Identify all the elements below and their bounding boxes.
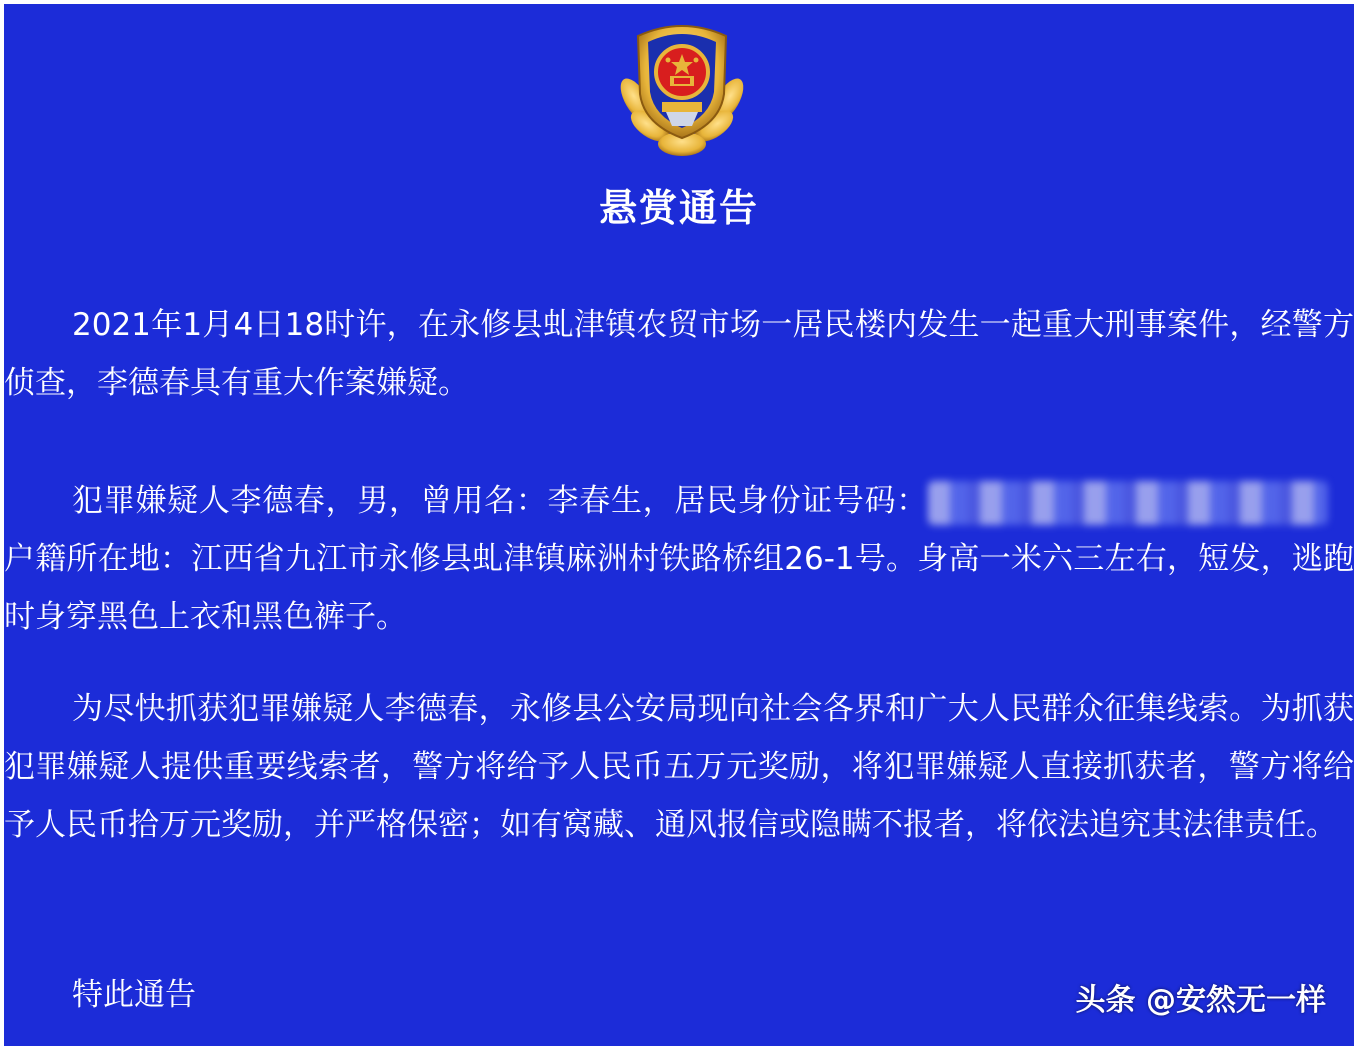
police-emblem-icon — [602, 8, 762, 168]
watermark-text: 头条 @安然无一样 — [1075, 983, 1326, 1018]
notice-panel — [4, 4, 1354, 1046]
incident-paragraph: 2021年1月4日18时许，在永修县虬津镇农贸市场一居民楼内发生一起重大刑事案件，经警方侦查，李德春具有重大作案嫌疑。 — [4, 307, 1354, 401]
suspect-address-text: 户籍所在地：江西省九江市永修县虬津镇麻洲村铁路桥组26-1号。身高一米六三左右，短发，逃跑时身穿黑色上衣和黑色裤子。 — [4, 541, 1354, 635]
suspect-paragraph — [4, 472, 1354, 646]
notice-title: 悬赏通告 — [598, 186, 759, 230]
closing-text: 特此通告 — [72, 977, 196, 1013]
redacted-id-number — [928, 481, 1328, 525]
suspect-info-text: 犯罪嫌疑人李德春，男，曾用名：李春生，居民身份证号码： — [72, 483, 928, 519]
reward-paragraph: 为尽快抓获犯罪嫌疑人李德春，永修县公安局现向社会各界和广大人民群众征集线索。为抓获犯罪嫌疑人提供重要线索者，警方将给予人民币五万元奖励，将犯罪嫌疑人直接抓获者，警方将给予人民币拾万元奖励，并严格保密；如有窝藏、通风报信或隐瞒不报者，将依法追究其法律责任。 — [4, 691, 1354, 843]
